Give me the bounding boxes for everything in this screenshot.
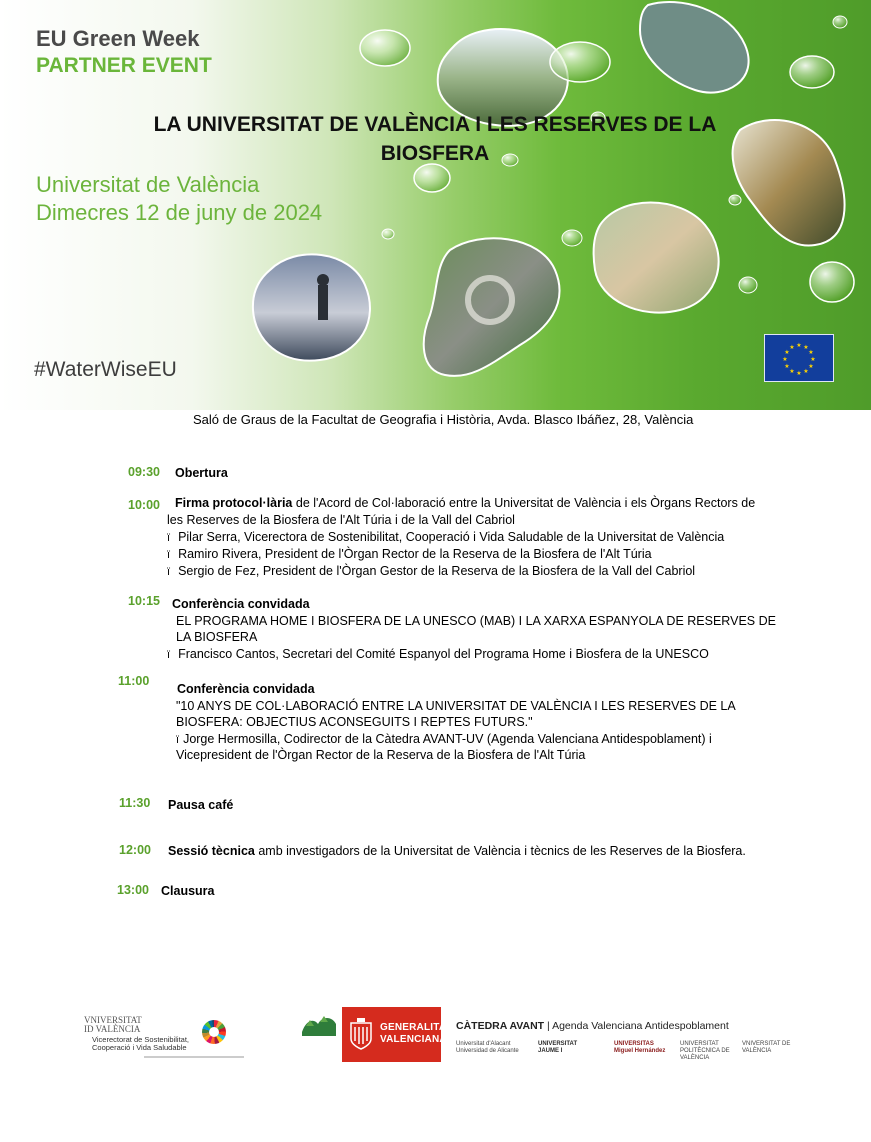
speaker-name-line2: Vicepresident de l'Òrgan Rector de la Reserva de la Biosfera de l'Alt Túria: [176, 748, 586, 762]
event-banner: [0, 0, 871, 410]
speaker-item: [167, 646, 709, 663]
svg-text:★: ★: [808, 349, 814, 356]
speaker-name: Jorge Hermosilla, Codirector de la Càtedra AVANT-UV (Agenda Valenciana Antidespoblament) i: [183, 732, 712, 746]
speaker-item: [167, 546, 652, 563]
conf2-title-line1: "10 ANYS DE COL·LABORACIÓ ENTRE LA UNIVERSITAT DE VALÈNCIA I LES RESERVES DE LA: [176, 699, 736, 713]
university-logo-valencia: VNIVERSITAT DE VALÈNCIA: [742, 1041, 791, 1054]
svg-text:★: ★: [784, 363, 790, 370]
svg-text:★: ★: [803, 344, 809, 351]
uv-vicerectorat-line2: Cooperació i Vida Saludable: [92, 1043, 187, 1052]
svg-text:★: ★: [789, 344, 795, 351]
time-1200: 12:00: [119, 843, 151, 857]
speaker-item: [167, 529, 724, 546]
svg-text:★: ★: [796, 342, 802, 349]
time-1300: 13:00: [117, 883, 149, 897]
speaker-item: [167, 563, 695, 580]
speaker-name: Francisco Cantos, Secretari del Comité Espanyol del Programa Home i Biosfera de la UNESCO: [178, 647, 709, 661]
firma-heading-bold: Firma protocol·lària: [175, 496, 293, 510]
sessio-label-rest: amb investigadors de la Universitat de València i tècnics de les Reserves de la Biosfera.: [258, 844, 746, 858]
speaker-name: Pilar Serra, Vicerectora de Sostenibilitat, Cooperació i Vida Saludable de la Universitat de València: [178, 530, 725, 544]
generalitat-line2: VALENCIANA: [380, 1034, 447, 1045]
svg-text:★: ★: [782, 356, 788, 363]
conf2-label: Conferència convidada: [177, 682, 315, 696]
generalitat-valenciana-logo: [342, 1007, 452, 1062]
generalitat-crest-icon: [348, 1017, 374, 1051]
firma-heading: [175, 495, 755, 511]
conf2-title-line2: BIOSFERA: OBJECTIUS ACONSEGUITS I REPTES FUTURS.": [176, 715, 533, 729]
university-logo-alacant: Universitat d'Alacant Universidad de Alicante: [456, 1041, 519, 1054]
uv-sustainability-logo: [84, 1016, 254, 1062]
sessio-label: [168, 843, 746, 859]
partner-event-label: PARTNER EVENT: [36, 54, 212, 77]
university-logo-miguel-hernandez: UNIVERSITAS Miguel Hernández: [614, 1041, 666, 1054]
uv-wordmark-line2: ID VALÈNCIA: [84, 1024, 141, 1034]
event-title-line2: BIOSFERA: [380, 142, 490, 165]
event-date: Dimecres 12 de juny de 2024: [36, 200, 323, 225]
event-university: Universitat de València: [36, 172, 260, 197]
uv-wordmark-line1: VNIVERSITAT: [84, 1015, 142, 1025]
university-logo-politecnica: UNIVERSITAT POLITÈCNICA DE VALÈNCIA: [680, 1041, 730, 1061]
obertura-label: Obertura: [175, 466, 228, 480]
time-1015: 10:15: [128, 594, 160, 608]
fine-print-divider: [144, 1056, 244, 1058]
eu-green-week-label: EU Green Week: [36, 26, 200, 51]
conf1-title-line2: LA BIOSFERA: [176, 630, 258, 644]
clausura-label: Clausura: [161, 884, 215, 898]
catedra-avant-separator: |: [547, 1020, 550, 1032]
hashtag-label: #WaterWiseEU: [34, 358, 177, 381]
venue-address: Saló de Graus de la Facultat de Geografia i Història, Avda. Blasco Ibáñez, 28, València: [193, 412, 694, 427]
bullet-icon: ï: [167, 532, 171, 544]
svg-text:★: ★: [784, 349, 790, 356]
european-green-capital-logo: [300, 1010, 340, 1056]
event-title: [40, 110, 830, 168]
sdg-wheel-icon: [202, 1020, 226, 1044]
partner-universities-row: [456, 1041, 796, 1063]
university-logo-jaume: UNIVERSITAT JAUME I: [538, 1041, 578, 1054]
conf1-label: Conferència convidada: [172, 597, 310, 611]
uv-wordmark: [84, 1016, 142, 1034]
bullet-icon: ï: [176, 734, 180, 746]
bullet-icon: ï: [167, 549, 171, 561]
conf1-title-line1: EL PROGRAMA HOME I BIOSFERA DE LA UNESCO (MAB) I LA XARXA ESPANYOLA DE RESERVES DE: [176, 614, 776, 628]
speaker-item: [176, 731, 712, 748]
svg-text:★: ★: [808, 363, 814, 370]
generalitat-wordmark: [380, 1022, 452, 1046]
time-0930: 09:30: [128, 465, 160, 479]
svg-text:★: ★: [796, 370, 802, 377]
svg-text:★: ★: [789, 368, 795, 375]
speaker-name: Sergio de Fez, President de l'Òrgan Gestor de la Reserva de la Biosfera de la Vall del Cabriol: [178, 564, 696, 578]
speaker-name: Ramiro Rivera, President de l'Òrgan Rector de la Reserva de la Biosfera de l'Alt Túria: [178, 547, 652, 561]
generalitat-line1: GENERALITAT: [380, 1022, 452, 1033]
firma-heading-rest: de l'Acord de Col·laboració entre la Universitat de València i els Òrgans Rectors de: [295, 496, 756, 510]
bullet-icon: ï: [167, 566, 171, 578]
bullet-icon: ï: [167, 649, 171, 661]
svg-text:★: ★: [810, 356, 816, 363]
event-title-line1: LA UNIVERSITAT DE VALÈNCIA I LES RESERVES DE LA: [153, 113, 717, 136]
catedra-avant-rest: Agenda Valenciana Antidespoblament: [552, 1020, 729, 1032]
time-1130: 11:30: [119, 796, 151, 810]
catedra-avant-bold: CÀTEDRA AVANT: [456, 1020, 545, 1032]
catedra-avant-heading: [456, 1020, 729, 1032]
eu-flag-icon: [764, 334, 834, 382]
time-1100: 11:00: [118, 674, 150, 688]
firma-heading-line2: les Reserves de la Biosfera de l'Alt Túria i de la Vall del Cabriol: [167, 513, 515, 527]
uv-vicerectorat-line1: Vicerectorat de Sostenibilitat,: [92, 1035, 189, 1044]
svg-text:★: ★: [803, 368, 809, 375]
sessio-label-bold: Sessió tècnica: [168, 844, 255, 858]
time-1000: 10:00: [128, 498, 160, 512]
uv-vicerectorat-label: [92, 1036, 189, 1052]
pausa-label: Pausa café: [168, 798, 234, 812]
